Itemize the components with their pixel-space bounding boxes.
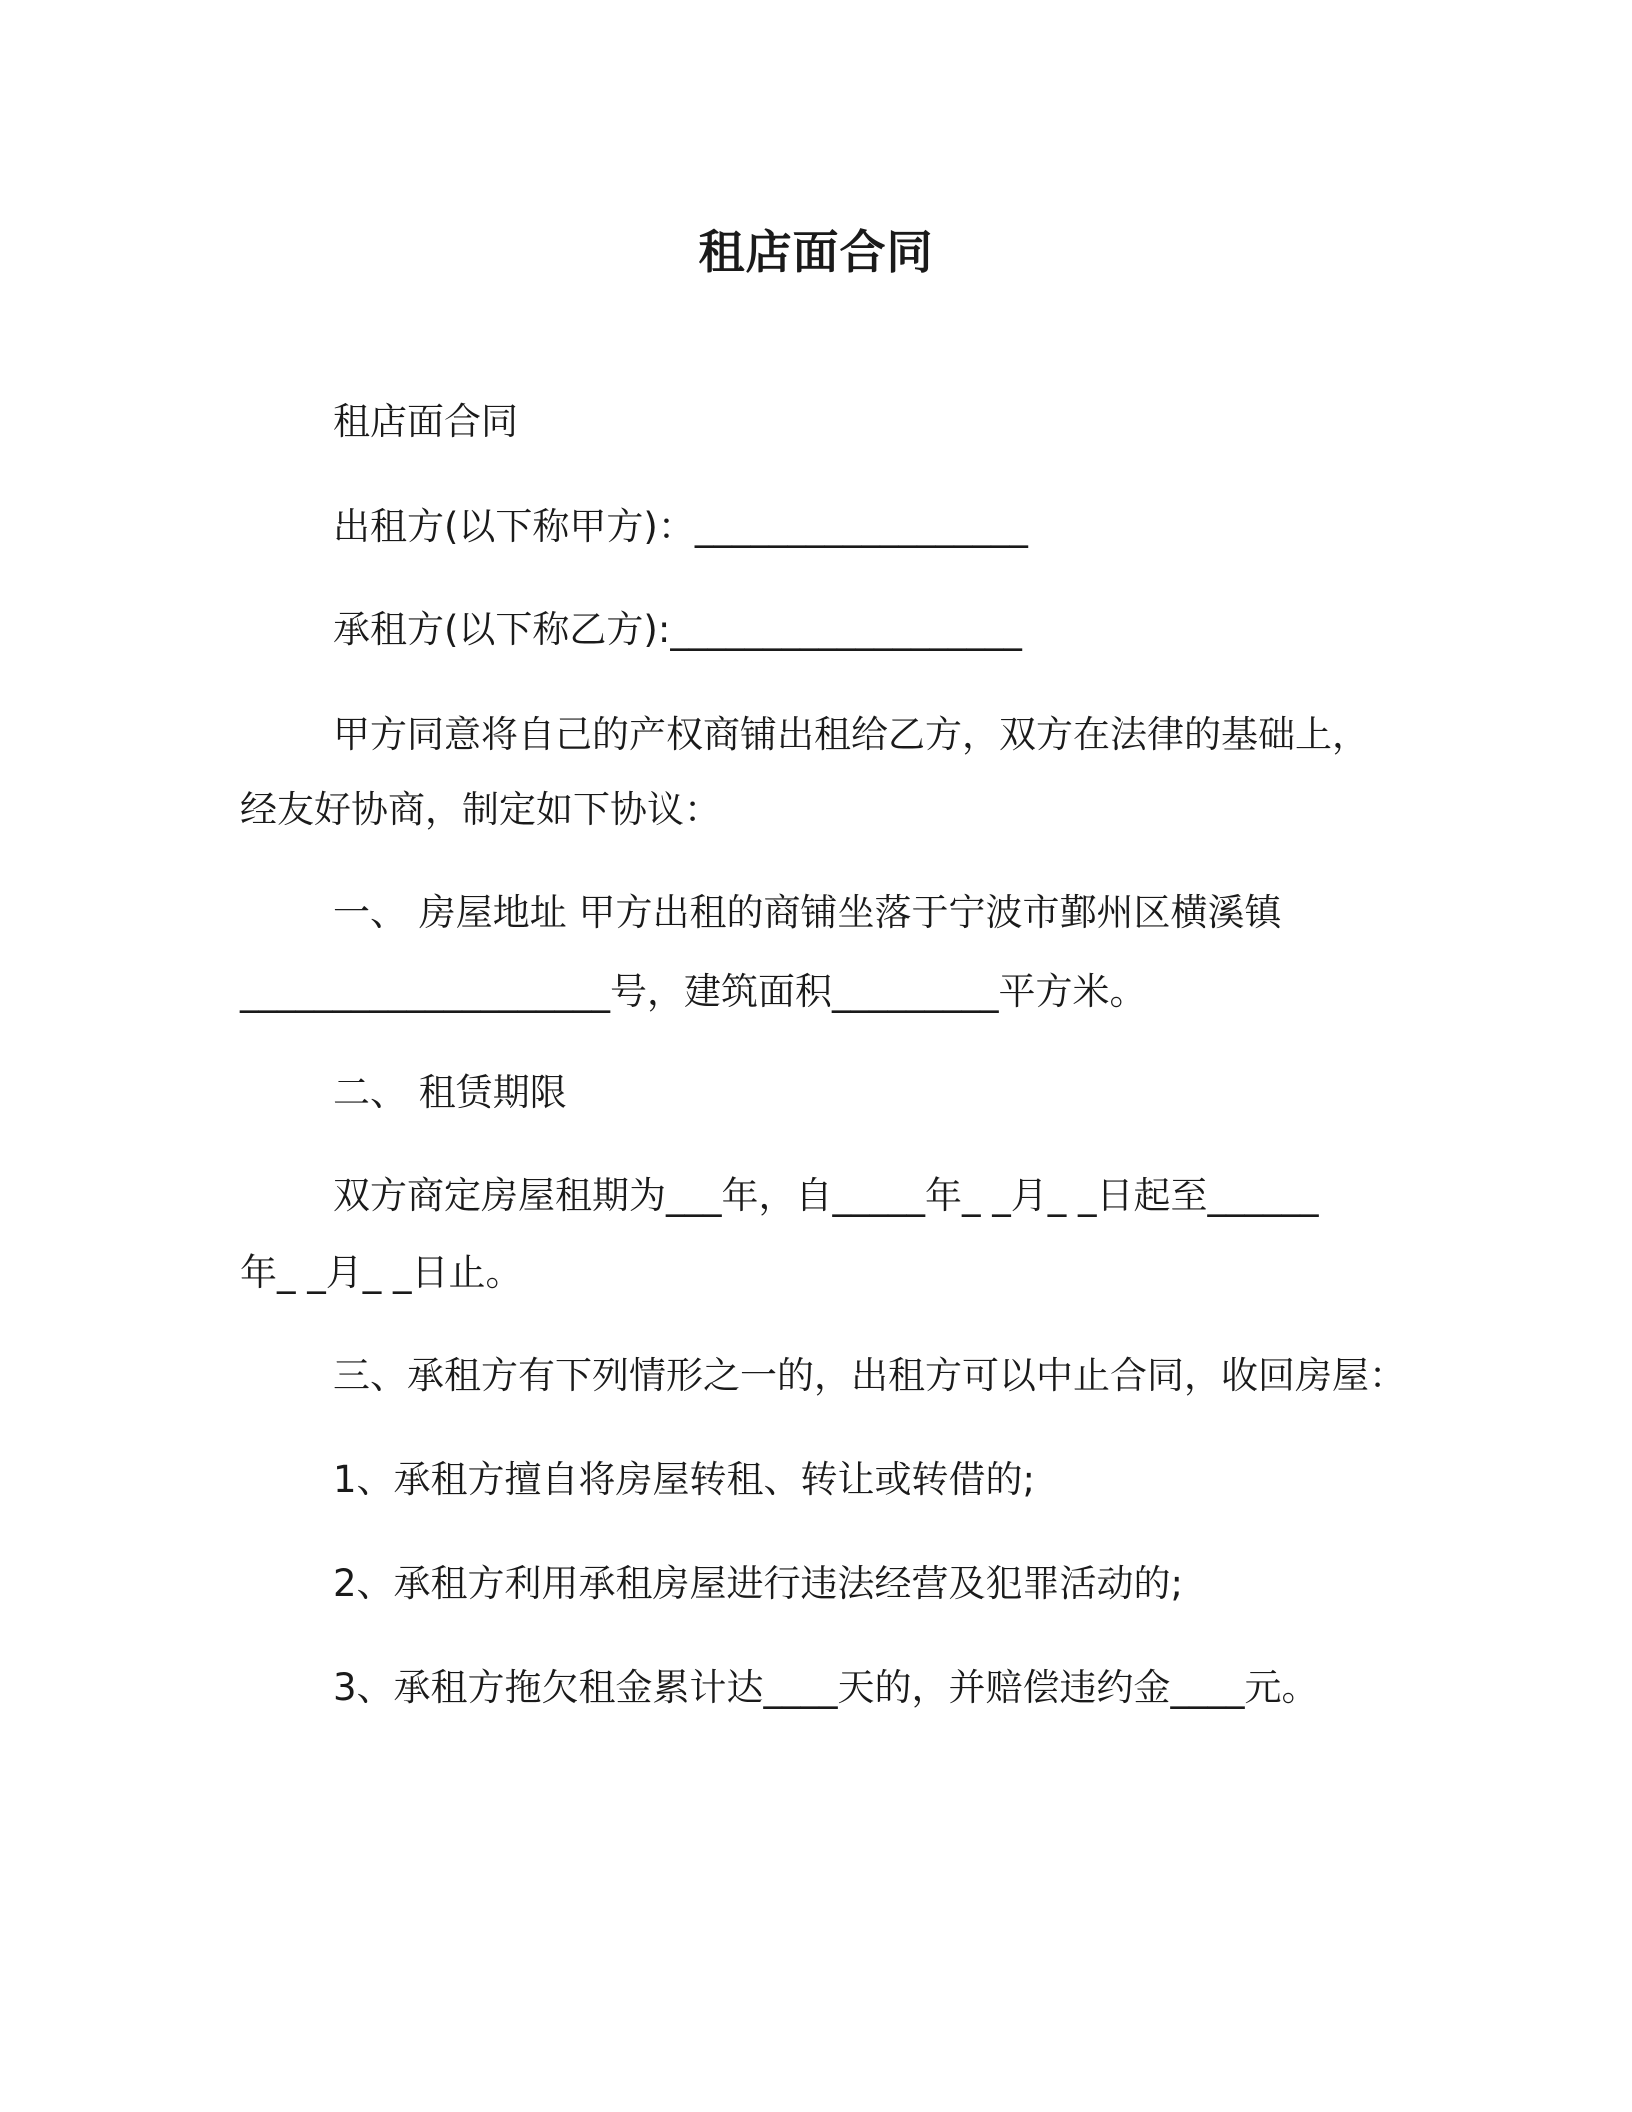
document-title: 租店面合同 xyxy=(698,225,934,279)
lessee-line: 承租方(以下称乙方):___________________ xyxy=(333,608,1022,651)
clause-3-item-2: 2、承租方利用承租房屋进行违法经营及犯罪活动的; xyxy=(333,1562,1184,1605)
clause-3-item-3: 3、承租方拖欠租金累计达____天的，并赔偿违约金____元。 xyxy=(333,1666,1319,1709)
contract-heading: 租店面合同 xyxy=(333,400,518,443)
clause-1-line-2: ____________________号，建筑面积_________平方米。 xyxy=(240,970,1147,1013)
clause-2-heading: 二、 租赁期限 xyxy=(333,1071,567,1114)
clause-1-line-1: 一、 房屋地址 甲方出租的商铺坐落于宁波市鄞州区横溪镇 xyxy=(333,891,1282,934)
clause-3-item-1: 1、承租方擅自将房屋转租、转让或转借的; xyxy=(333,1458,1036,1501)
clause-2-line-2: 年_ _月_ _日止。 xyxy=(240,1251,523,1294)
clause-2-line-1: 双方商定房屋租期为___年，自_____年_ _月_ _日起至______ xyxy=(333,1174,1319,1217)
lessor-line: 出租方(以下称甲方)：__________________ xyxy=(333,505,1028,548)
clause-3-heading: 三、承租方有下列情形之一的，出租方可以中止合同，收回房屋： xyxy=(333,1354,1406,1397)
preamble-line-1: 甲方同意将自己的产权商铺出租给乙方，双方在法律的基础上， xyxy=(333,713,1369,756)
preamble-line-2: 经友好协商，制定如下协议： xyxy=(240,788,721,831)
